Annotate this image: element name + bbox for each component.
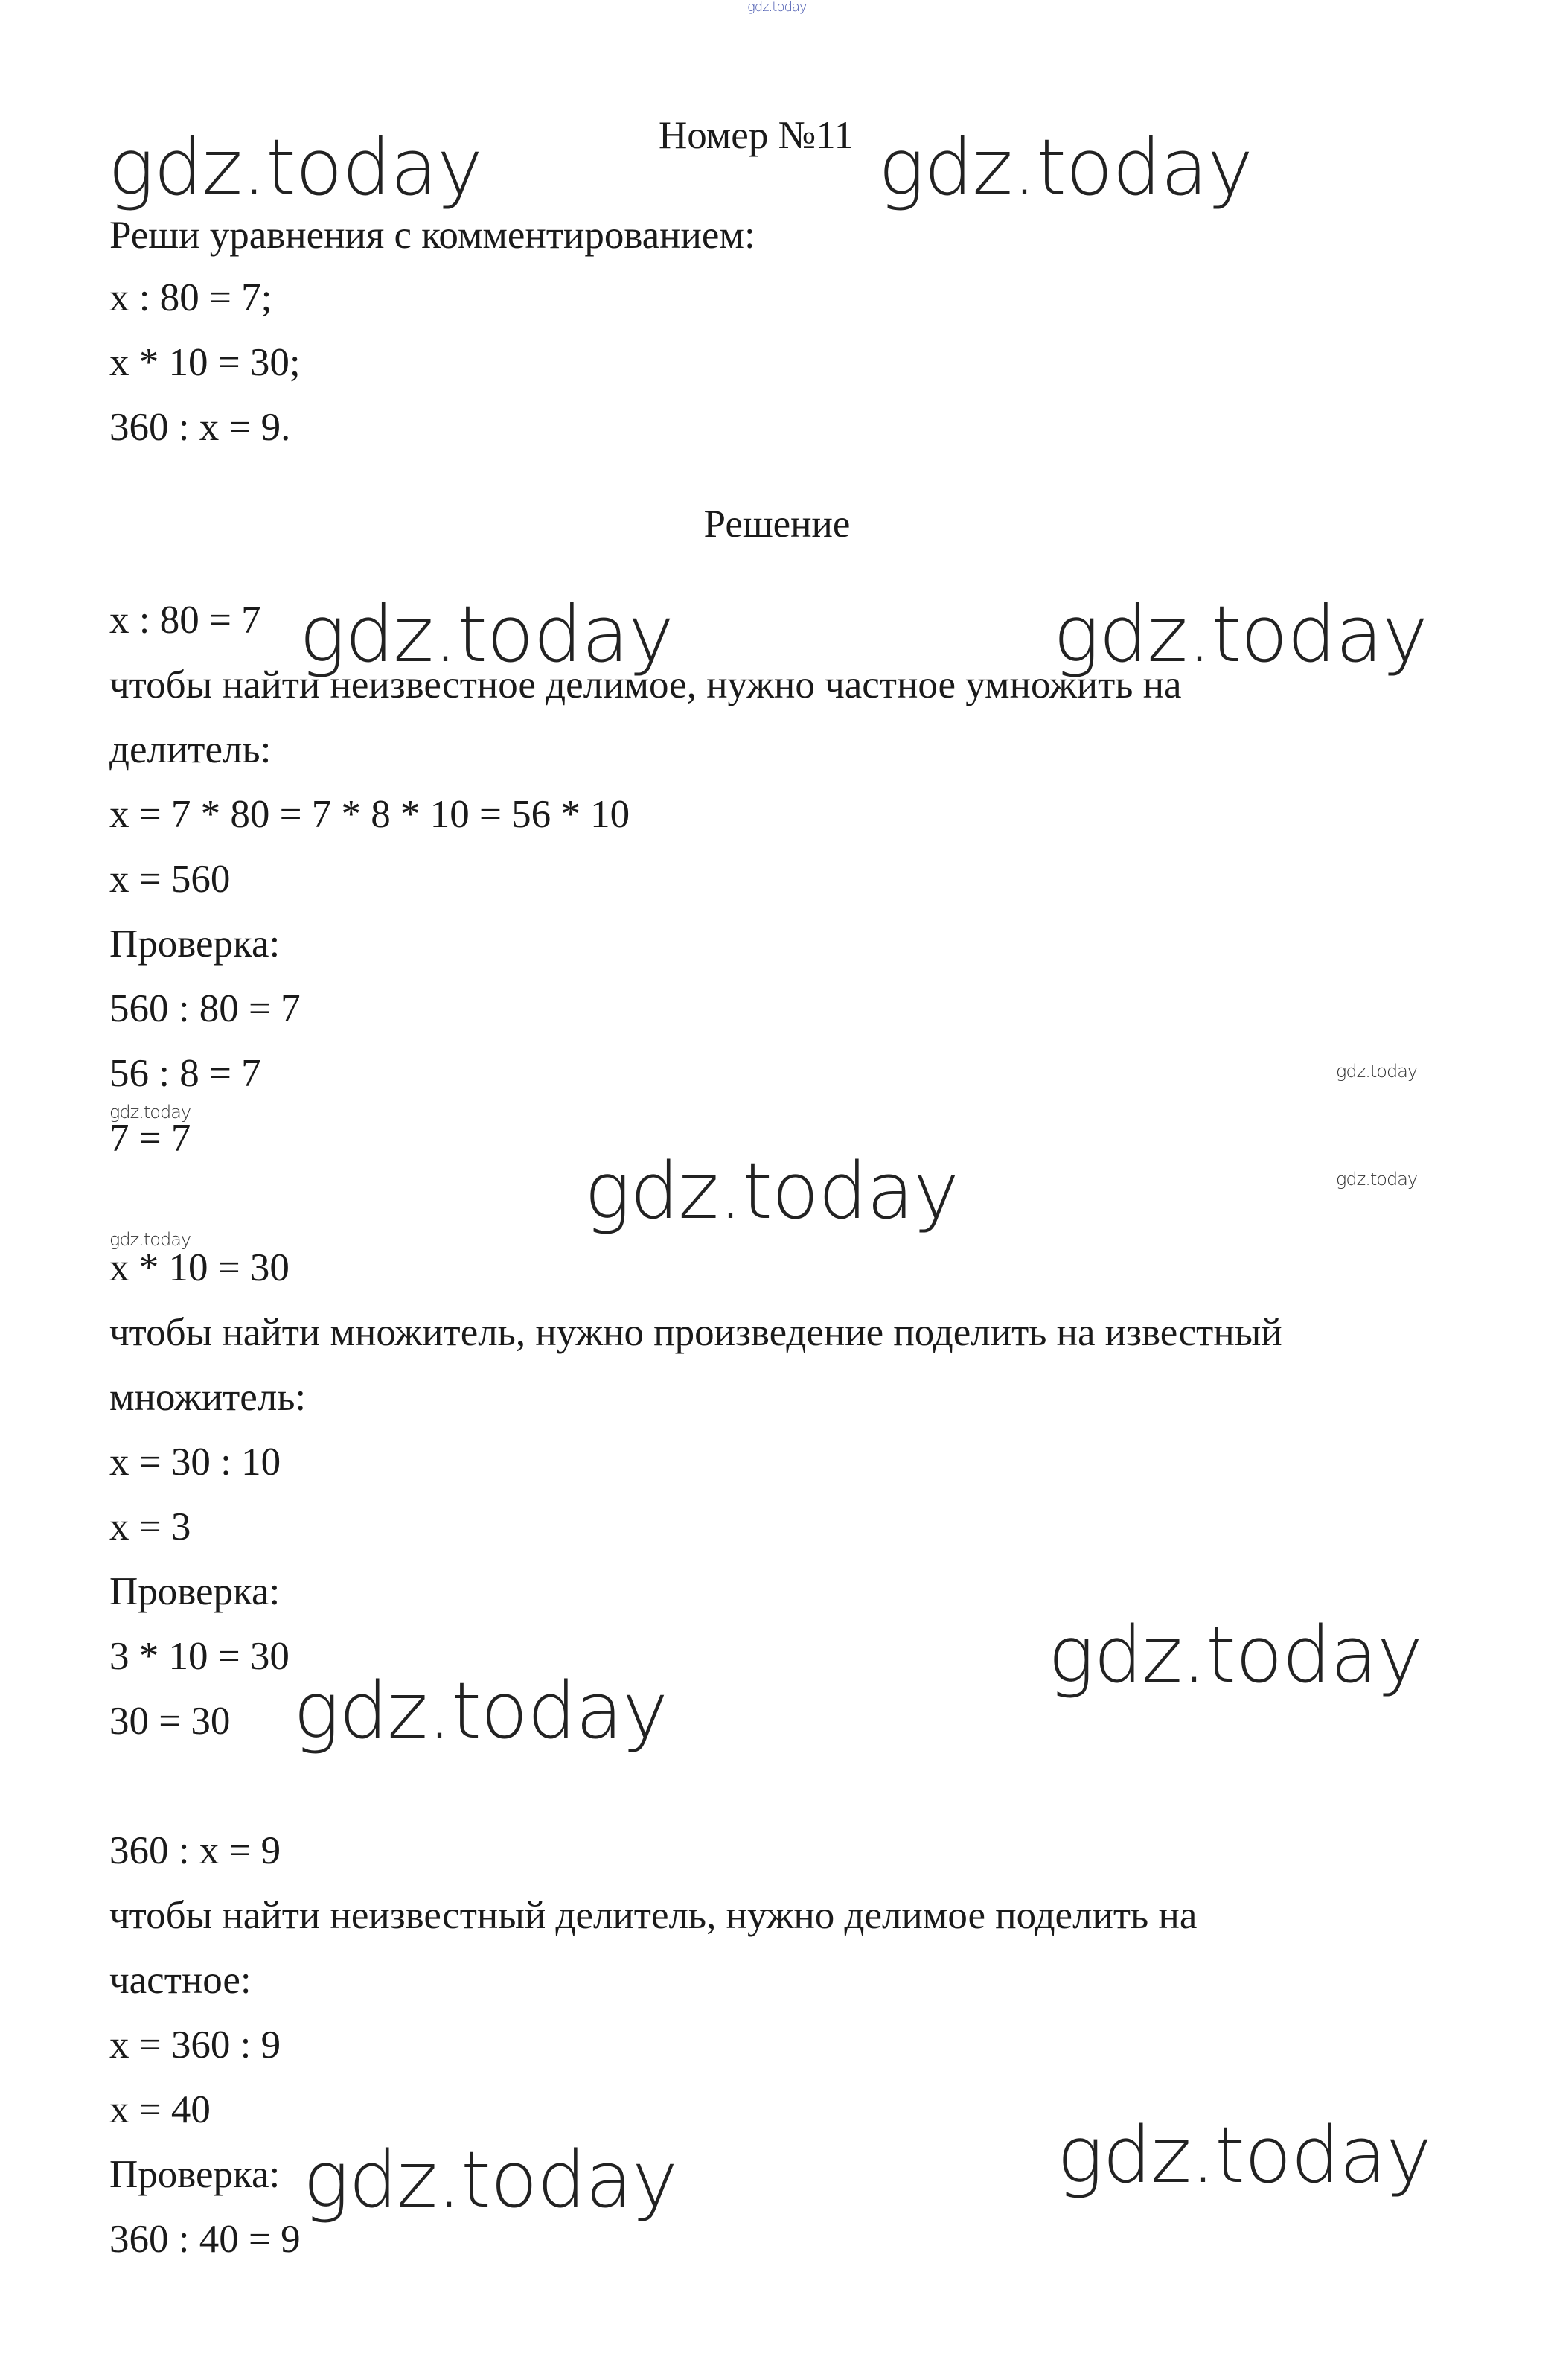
sol1-check2: 56 : 8 = 7: [109, 1052, 261, 1095]
watermark-top: gdz.today: [747, 0, 807, 15]
page-title: Номер №11: [659, 114, 854, 157]
sol3-rule-line2: частное:: [109, 1959, 252, 2002]
watermark: gdz.today: [1053, 589, 1427, 680]
watermark: gdz.today: [303, 2134, 677, 2225]
sol1-rule-line2: делитель:: [109, 728, 272, 771]
sol2-step1: x = 30 : 10: [109, 1441, 281, 1484]
sol2-check1: 3 * 10 = 30: [109, 1635, 290, 1678]
task-text: Реши уравнения с комментированием:: [109, 214, 755, 257]
watermark: gdz.today: [584, 1146, 959, 1237]
sol3-check1: 360 : 40 = 9: [109, 2218, 301, 2261]
sol3-check-label: Проверка:: [109, 2153, 281, 2196]
sol2-step2: x = 3: [109, 1505, 191, 1548]
watermark-small: gdz.today: [1336, 1061, 1418, 1082]
sol1-check-label: Проверка:: [109, 922, 281, 966]
watermark: gdz.today: [108, 122, 482, 213]
sol2-check2: 30 = 30: [109, 1700, 231, 1743]
sol1-step1: x = 7 * 80 = 7 * 8 * 10 = 56 * 10: [109, 793, 630, 836]
sol2-check-label: Проверка:: [109, 1570, 281, 1613]
equation-1: x : 80 = 7;: [109, 276, 272, 319]
sol1-check3: 7 = 7: [109, 1117, 191, 1160]
sol3-equation: 360 : x = 9: [109, 1829, 281, 1872]
equation-3: 360 : x = 9.: [109, 406, 291, 449]
watermark: gdz.today: [878, 122, 1253, 213]
sol2-equation: x * 10 = 30: [109, 1246, 290, 1289]
sol3-rule-line1: чтобы найти неизвестный делитель, нужно делимое поделить на: [109, 1894, 1198, 1937]
sol3-step1: x = 360 : 9: [109, 2023, 281, 2067]
watermark-small: gdz.today: [109, 1229, 191, 1250]
solution-heading: Решение: [703, 503, 851, 546]
watermark: gdz.today: [293, 1665, 668, 1756]
sol1-equation: x : 80 = 7: [109, 599, 261, 642]
watermark: gdz.today: [299, 589, 674, 680]
watermark-small: gdz.today: [109, 1102, 191, 1123]
watermark-small: gdz.today: [1336, 1169, 1418, 1190]
sol1-step2: x = 560: [109, 858, 231, 901]
sol3-step2: x = 40: [109, 2088, 211, 2131]
sol2-rule-line2: множитель:: [109, 1376, 307, 1419]
sol2-rule-line1: чтобы найти множитель, нужно произведение поделить на известный: [109, 1311, 1282, 1354]
sol1-rule-line1: чтобы найти неизвестное делимое, нужно частное умножить на: [109, 663, 1182, 706]
watermark: gdz.today: [1057, 2110, 1431, 2201]
sol1-check1: 560 : 80 = 7: [109, 987, 301, 1030]
equation-2: x * 10 = 30;: [109, 341, 301, 384]
watermark: gdz.today: [1048, 1609, 1422, 1700]
